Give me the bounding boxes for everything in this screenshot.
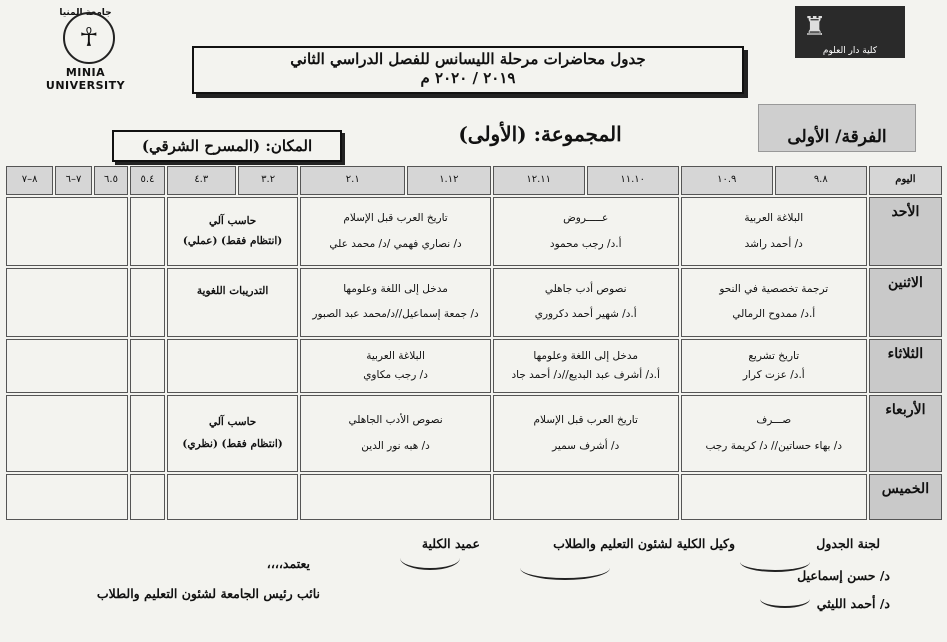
instructor-name: د/ رجب مكاوي <box>363 368 428 381</box>
course-name: تاريخ تشريع <box>748 349 800 362</box>
course-name: مدخل إلى اللغة وعلومها <box>343 283 448 296</box>
day-row-sunday <box>6 197 942 266</box>
day-header: اليوم <box>869 166 942 195</box>
group-label: المجموعة: (الأولى) <box>458 122 622 146</box>
course-name: حاسب آلي <box>208 416 257 429</box>
lecture-cell <box>300 339 490 393</box>
day-name: الأربعاء <box>869 395 942 472</box>
faculty-logo <box>795 6 905 58</box>
course-name: حاسب آلي <box>208 215 257 228</box>
committee-member1: د/ حسن إسماعيل <box>797 568 890 583</box>
instructor-name: د/ هبه نور الدين <box>361 439 430 452</box>
faculty-logo-text: كلية دار العلوم <box>822 46 878 56</box>
course-name: عـــــروض <box>563 212 609 225</box>
empty-cell <box>6 395 128 472</box>
period-header: ٦.٥ <box>94 166 129 195</box>
instructor-name: د/ جمعة إسماعيل//د/محمد عبد الصبور <box>312 308 479 321</box>
period-header: ٧–٦ <box>55 166 92 195</box>
day-row-wednesday <box>6 395 942 472</box>
lecture-cell <box>300 395 490 472</box>
period-header: ٨–٧ <box>6 166 53 195</box>
lecture-cell <box>167 395 299 472</box>
lecture-cell <box>167 268 299 337</box>
university-vp-title: نائب رئيس الجامعة لشئون التعليم والطلاب <box>96 586 320 601</box>
instructor-name: (انتظام فقط) (عملي) <box>182 234 283 247</box>
schedule-table <box>4 164 944 522</box>
empty-cell <box>493 474 679 520</box>
title-line2: ٢٠١٩ / ٢٠٢٠ م <box>420 69 516 87</box>
instructor-name: د/ بهاء حساتين// د/ كريمة رجب <box>705 439 843 452</box>
empty-cell <box>130 474 165 520</box>
day-row-tuesday <box>6 339 942 393</box>
dean-title: عميد الكلية <box>421 536 480 551</box>
instructor-name: أ.د/ عزت كرار <box>742 368 805 381</box>
period-header: ٢.١ <box>300 166 405 195</box>
instructor-name: أ.د/ رجب محمود <box>549 237 622 250</box>
course-name: نصوص الأدب الجاهلي <box>348 414 443 427</box>
course-name: نصوص أدب جاهلي <box>544 283 627 296</box>
day-name: الثلاثاء <box>869 339 942 393</box>
period-header: ١.١٢ <box>407 166 491 195</box>
period-header: ٣.٢ <box>238 166 299 195</box>
lecture-cell <box>167 197 299 266</box>
course-name: ترجمة تخصصية في النحو <box>719 283 829 296</box>
minia-university-logo <box>28 8 143 92</box>
empty-cell <box>167 339 299 393</box>
empty-cell <box>300 474 490 520</box>
day-row-thursday <box>6 474 942 520</box>
course-name: صـــرف <box>756 414 792 427</box>
course-name: مدخل إلى اللغة وعلومها <box>533 349 639 362</box>
signature-scribble <box>760 590 810 608</box>
period-header: ١١.١٠ <box>587 166 679 195</box>
instructor-name: د/ نصاري فهمي /د/ محمد علي <box>329 237 462 250</box>
lecture-cell <box>300 268 490 337</box>
year-label: الفرقة/ الأولى <box>758 104 916 152</box>
course-name: تاريخ العرب قبل الإسلام <box>343 212 448 225</box>
lecture-cell <box>681 268 867 337</box>
university-arabic-name: جامعة المنيا <box>59 8 112 18</box>
committee-member2: د/ أحمد الليثي <box>816 596 890 611</box>
day-name: الأحد <box>869 197 942 266</box>
period-header: ١٢.١١ <box>493 166 585 195</box>
instructor-name: د/ أحمد راشد <box>744 237 803 250</box>
lecture-cell <box>681 395 867 472</box>
signature-scribble <box>740 552 810 572</box>
instructor-name: أ.د/ ممدوح الرمالي <box>732 308 816 321</box>
empty-cell <box>130 268 165 337</box>
committee-title: لجنة الجدول <box>816 536 880 551</box>
period-header: ١٠.٩ <box>681 166 773 195</box>
empty-cell <box>6 474 128 520</box>
course-name: البلاغة العربية <box>366 349 425 362</box>
day-row-monday <box>6 268 942 337</box>
empty-cell <box>167 474 299 520</box>
period-header: ٤.٣ <box>167 166 236 195</box>
signature-scribble <box>520 556 610 580</box>
lecture-cell <box>493 268 679 337</box>
lecture-cell <box>300 197 490 266</box>
lecture-cell <box>493 197 679 266</box>
lecture-cell <box>493 395 679 472</box>
schedule-title <box>192 46 744 94</box>
empty-cell <box>6 197 128 266</box>
lecture-cell <box>681 339 867 393</box>
day-name: الخميس <box>869 474 942 520</box>
instructor-name: د/ أشرف سمير <box>552 439 620 452</box>
approval-label: يعتمد،،،، <box>266 556 310 571</box>
empty-cell <box>130 339 165 393</box>
instructor-name: أ.د/ شهير أحمد دكروري <box>534 308 637 321</box>
course-name: البلاغة العربية <box>744 212 804 225</box>
period-header: ٩.٨ <box>775 166 867 195</box>
place-label: المكان: (المسرح الشرقي) <box>112 130 342 162</box>
empty-cell <box>6 268 128 337</box>
empty-cell <box>681 474 867 520</box>
signature-scribble <box>400 546 460 570</box>
lecture-cell <box>493 339 679 393</box>
period-header: ٥.٤ <box>130 166 165 195</box>
instructor-name: أ.د/ أشرف عبد البديع//د/ أحمد جاد <box>511 368 660 381</box>
course-name: التدريبات اللغوية <box>196 284 269 297</box>
lecture-cell <box>681 197 867 266</box>
day-name: الاثنين <box>869 268 942 337</box>
title-line1: جدول محاضرات مرحلة الليسانس للفصل الدراسي الثاني <box>290 50 646 68</box>
vice-dean-title: وكيل الكلية لشئون التعليم والطلاب <box>553 536 735 551</box>
instructor-name: (انتظام فقط) (نظري) <box>182 437 283 450</box>
course-name: تاريخ العرب قبل الإسلام <box>533 414 638 427</box>
torch-emblem-icon: ♜ <box>803 12 827 42</box>
university-english-name: MINIA UNIVERSITY <box>45 66 126 92</box>
empty-cell <box>130 395 165 472</box>
empty-cell <box>6 339 128 393</box>
periods-header-row <box>6 166 942 195</box>
empty-cell <box>130 197 165 266</box>
nefertiti-emblem-icon: ☥ <box>63 12 115 64</box>
